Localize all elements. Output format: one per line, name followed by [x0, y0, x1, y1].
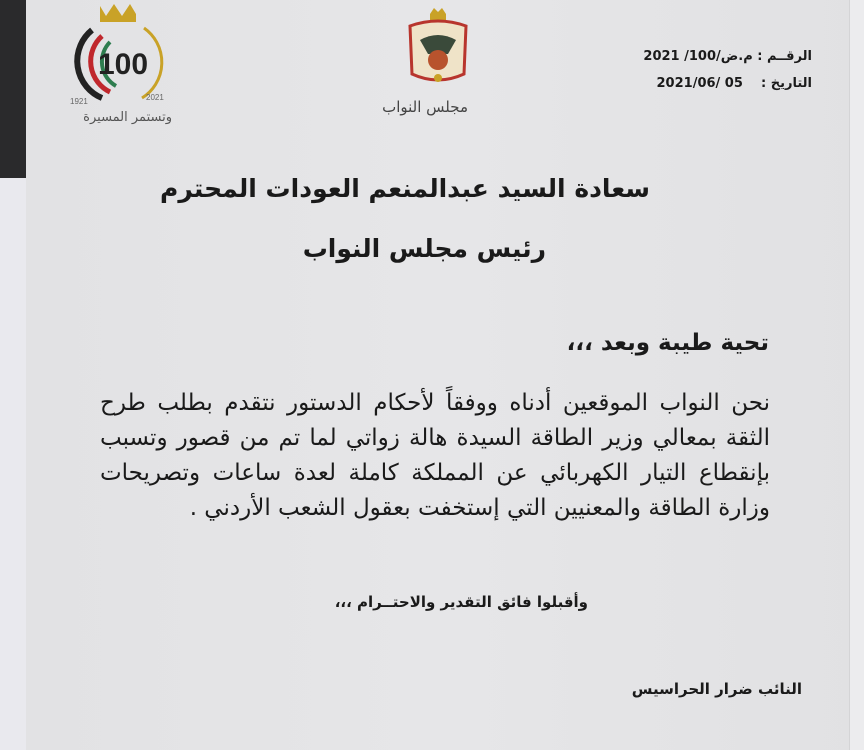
reference-value: م.ض/100/ 2021 [643, 49, 753, 64]
emblem-caption: مجلس النواب [382, 98, 468, 116]
body-line: الثقة بمعالي وزير الطاقة السيدة هالة زواتي لما تم من قصور وتسبب [100, 425, 770, 451]
photo-dark-edge [0, 0, 26, 178]
year-end: 2021 [146, 93, 164, 102]
date-label: التاريخ : [761, 76, 812, 91]
closing: وأقبلوا فائق التقدير والاحتــرام ،،، [334, 593, 588, 611]
date-value: 2021/06/ 05 [656, 76, 743, 91]
centenary-caption: وتستمر المسيرة [83, 110, 172, 125]
year-start: 1921 [70, 97, 88, 106]
coat-of-arms-icon [402, 4, 474, 90]
reference-label: الرقــم : [757, 49, 812, 64]
signature: النائب ضرار الحراسيس [631, 680, 802, 698]
underlying-page-edge [0, 178, 27, 750]
centenary-number: 100 [98, 48, 149, 81]
coat-of-arms [382, 4, 474, 124]
letter-date [657, 76, 812, 91]
body-line: وزارة الطاقة والمعنيين التي إستخفت بعقول الشعب الأردني . [189, 495, 770, 521]
addressee: سعادة السيد عبدالمنعم العودات المحترم [160, 174, 650, 203]
body-line: بإنقطاع التيار الكهربائي عن المملكة كاملة لعدة ساعات وتصريحات [100, 460, 770, 486]
centenary-emblem-icon [62, 0, 172, 110]
body-line: نحن النواب الموقعين أدناه ووفقاً لأحكام الدستور نتقدم بطلب طرح [100, 390, 770, 416]
reference-number [643, 49, 812, 64]
paper-right-edge [849, 0, 864, 750]
centenary-logo [62, 0, 172, 130]
greeting: تحية طيبة وبعد ،،، [566, 330, 769, 356]
addressee-title: رئيس مجلس النواب [302, 234, 546, 263]
